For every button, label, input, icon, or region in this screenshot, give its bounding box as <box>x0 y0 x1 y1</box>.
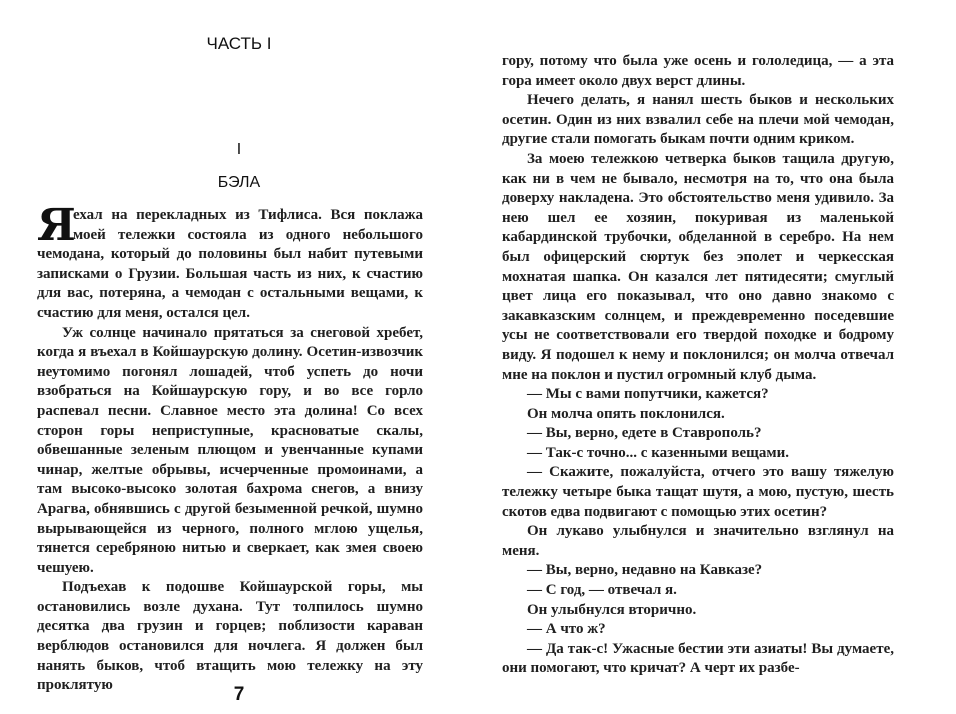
paragraph-text: ехал на перекладных из Тифлиса. Вся поклажа моей тележки состояла из одного небольшого чемодана, который до половины был набит путевыми записками о Грузии. Большая часть из них, к счастию для вас, потеряна, а чемодан с остальными вещами, к счастию для меня, остался цел. <box>37 207 423 321</box>
page-number: 7 <box>233 684 245 705</box>
right-page <box>478 0 956 714</box>
dialog-line: — С год, — отвечал я. <box>527 582 677 599</box>
dialog-line: — А что ж? <box>527 621 606 638</box>
dialog-line: Он улыбнулся вторично. <box>527 601 697 618</box>
dialog-line: — Мы с вами попутчики, кажется? <box>527 386 769 403</box>
dialog-line: — Скажите, пожалуйста, отчего это вашу тяжелую тележку четыре быка тащат шутя, а мою, пустую, шесть скотов едва подвигают с помощью этих осетин? <box>502 464 894 520</box>
paragraph: За моею тележкою четверка быков тащила другую, как ни в чем не бывало, несмотря на то, что она была доверху накладена. Это обстоятельство меня удивило. За нею шел ее хозяин, покуривая из маленькой кабардинской трубочки, обделанной в серебро. На нем был офицерский сюртук без эполет и черкесская мохнатая шапка. Он казался лет пятидесяти; смуглый цвет лица его показывал, что оно давно знакомо с закавказским солнцем, и преждевременно поседевшие усы не соответствовали его твердой походке и бодрому виду. Я подошел к нему и поклонился; он молча отвечал мне на поклон и пустил огромный клуб дыма. <box>502 150 894 383</box>
dialog-line: — Вы, верно, недавно на Кавказе? <box>527 562 763 579</box>
dialog-line: — Да так-с! Ужасные бестии эти азиаты! Вы думаете, они помогают, что кричат? А черт их разбе- <box>502 640 894 677</box>
left-page-body <box>37 200 423 696</box>
part-title: ЧАСТЬ I <box>206 34 272 53</box>
paragraph: Нечего делать, я нанял шесть быков и нескольких осетин. Один из них взвалил себе на плечи мой чемодан, другие стали помогать быкам почти одним криком. <box>502 92 894 148</box>
paragraph: гору, потому что была уже осень и гололедица, — а эта гора имеет около двух верст длины. <box>502 53 894 89</box>
paragraph: Уж солнце начинало прятаться за снеговой хребет, когда я въехал в Койшаурскую долину. Осетин-извозчик неутомимо погонял лошадей, чтоб успеть до ночи взобраться на Койшаурскую гору, и во все горло распевал песни. Славное место эта долина! Со всех сторон горы неприступные, красноватые скалы, обвешанные зеленым плющом и увенчанные купами чинар, желтые обрывы, исчерченные промоинами, а там высоко-высоко золотая бахрома снегов, а внизу Арагва, обнявшись с другой безыменной речкой, шумно вырывающейся из черного, полного мглою ущелья, тянется серебряною нитью и сверкает, как змея своею чешуею. <box>37 324 423 576</box>
dialog-line: — Вы, верно, едете в Ставрополь? <box>527 425 762 442</box>
paragraph: Подъехав к подошве Койшаурской горы, мы остановились возле духана. Тут толпилось шумно десятка два грузин и горцев; поблизости караван верблюдов остановился для ночлега. Я должен был нанять быков, чтоб втащить мою тележку на эту проклятую <box>37 579 423 694</box>
dialog-line: — Так-с точно... с казенными вещами. <box>527 444 789 461</box>
paragraph <box>37 200 423 324</box>
dialog-line: Он лукаво улыбнулся и значительно взглянул на меня. <box>502 523 894 559</box>
drop-cap: Я <box>37 200 76 251</box>
chapter-title: БЭЛА <box>217 174 261 191</box>
dialog-line: Он молча опять поклонился. <box>527 405 725 422</box>
right-page-body <box>502 52 894 679</box>
chapter-number: I <box>236 141 242 158</box>
